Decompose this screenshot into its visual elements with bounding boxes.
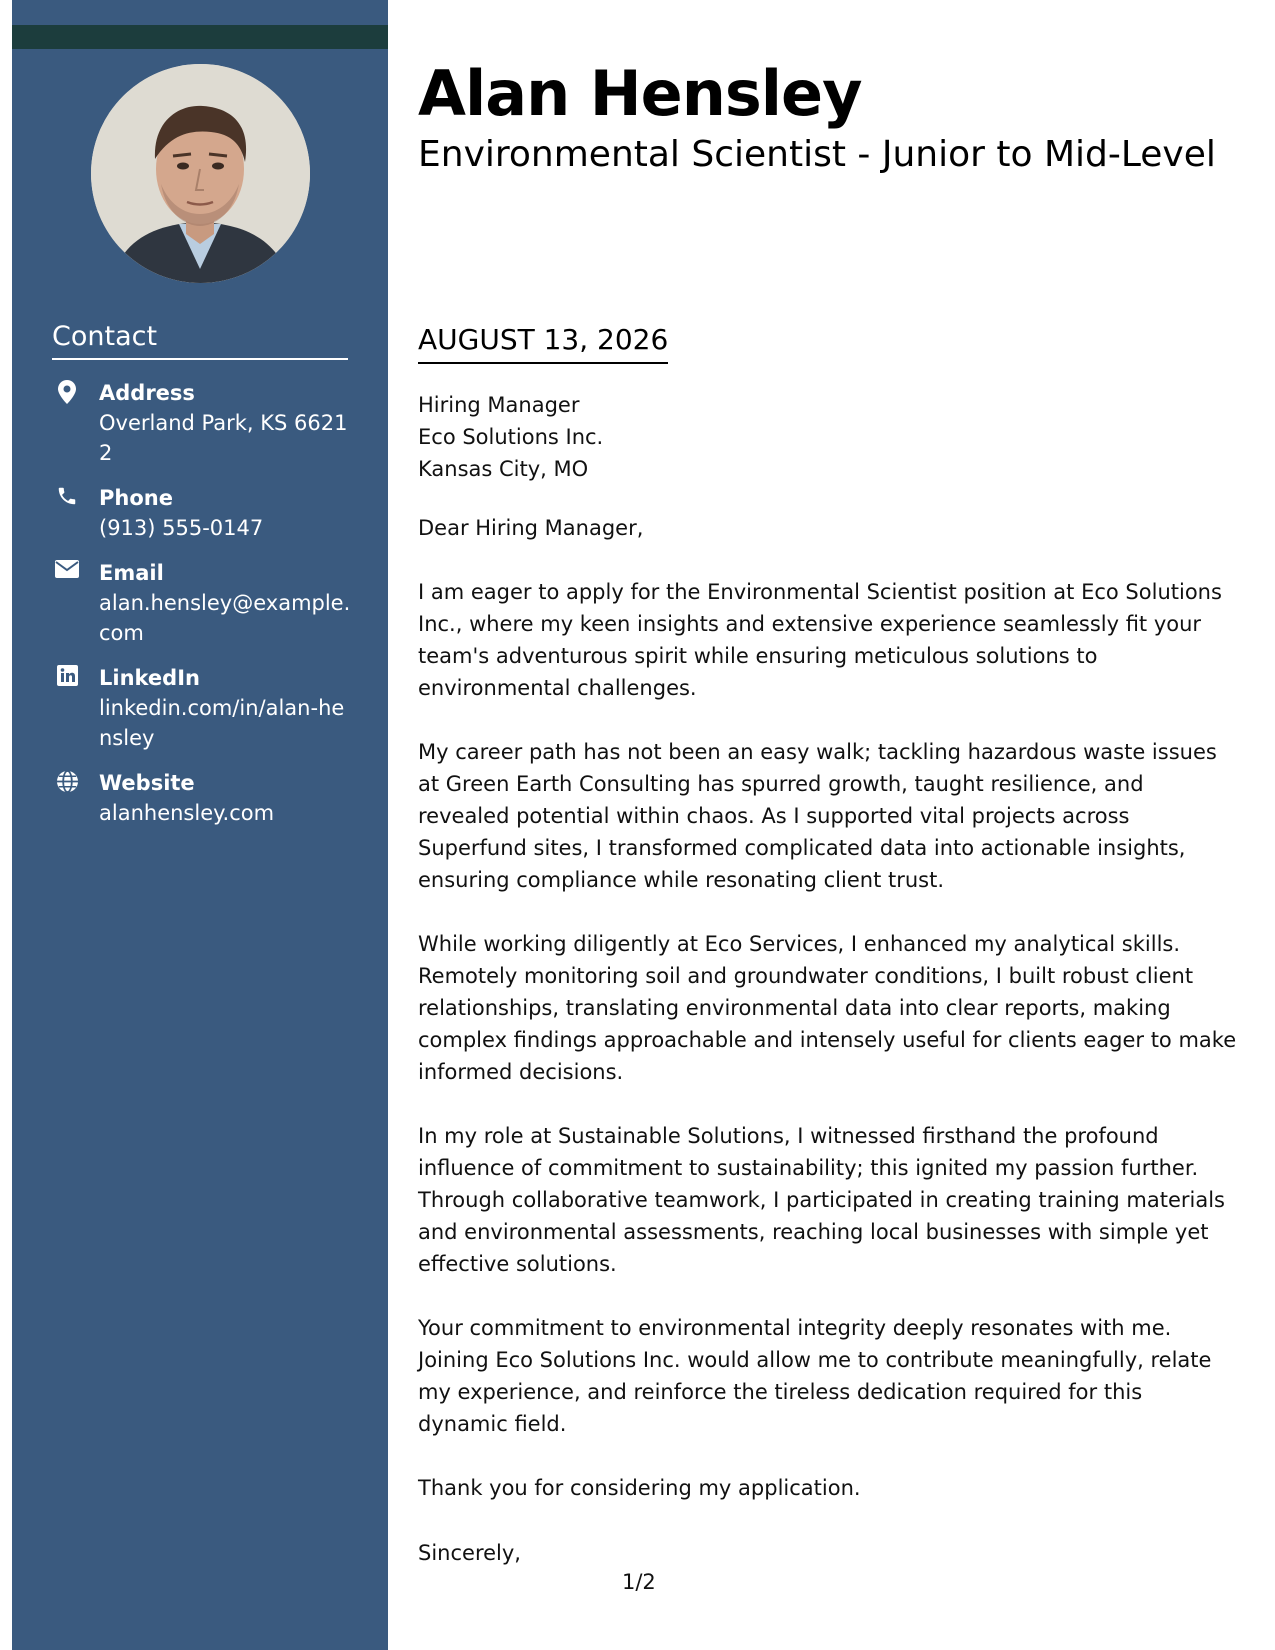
- contact-value-website[interactable]: alanhensley.com: [99, 801, 275, 825]
- contact-item-address: [52, 378, 352, 468]
- candidate-job-title: Environmental Scientist - Junior to Mid-Level: [418, 134, 1216, 175]
- contact-value-linkedin[interactable]: linkedin.com/in/alan-hensley: [99, 696, 345, 750]
- letter-paragraph: I am eager to apply for the Environmental Scientist position at Eco Solutions Inc., where my keen insights and extensive experience seamlessly fit your team's adventurous spirit while ensuring meticulous solutions to environmental challenges.: [418, 580, 1222, 700]
- letter-date: AUGUST 13, 2026: [418, 322, 668, 364]
- contact-label-linkedin: LinkedIn: [99, 666, 200, 690]
- globe-icon: [54, 770, 80, 796]
- portrait-image: [91, 64, 310, 283]
- phone-icon: [54, 485, 80, 511]
- letter-paragraph: Thank you for considering my application.: [418, 1476, 861, 1500]
- contact-label-address: Address: [99, 381, 195, 405]
- contact-item-linkedin: [52, 663, 352, 753]
- contact-list: [52, 378, 352, 843]
- letter-body: [418, 512, 1238, 1536]
- recipient-block: [418, 389, 603, 485]
- contact-value-email[interactable]: alan.hensley@example.com: [99, 591, 351, 645]
- salutation: Dear Hiring Manager,: [418, 516, 644, 540]
- contact-label-email: Email: [99, 561, 164, 585]
- contact-item-email: [52, 558, 352, 648]
- map-pin-icon: [54, 380, 80, 406]
- candidate-name: Alan Hensley: [418, 57, 862, 130]
- letter-paragraph: My career path has not been an easy walk; tackling hazardous waste issues at Green Earth Consulting has spurred growth, taught resilience, and revealed potential within chaos. As I supported vital projects across Superfund sites, I transformed complicated data into actionable insights, ensuring compliance while resonating client trust.: [418, 740, 1217, 892]
- letter-closing: Sincerely,: [418, 1541, 521, 1565]
- letter-paragraph: Your commitment to environmental integrity deeply resonates with me. Joining Eco Solutions Inc. would allow me to contribute meaningfully, relate my experience, and reinforce the tireless dedication required for this dynamic field.: [418, 1316, 1212, 1436]
- contact-value-phone: (913) 555-0147: [99, 516, 264, 540]
- contact-label-website: Website: [99, 771, 195, 795]
- page-number: 1/2: [622, 1570, 656, 1594]
- linkedin-icon: [54, 665, 80, 691]
- recipient-line: Kansas City, MO: [418, 457, 589, 481]
- letter-paragraph: While working diligently at Eco Services, I enhanced my analytical skills. Remotely monitoring soil and groundwater conditions, I built robust client relationships, translating environmental data into clear reports, making complex findings approachable and intensely useful for clients eager to make informed decisions.: [418, 932, 1237, 1084]
- recipient-line: Eco Solutions Inc.: [418, 425, 604, 449]
- profile-photo: [91, 64, 310, 283]
- contact-item-phone: [52, 483, 352, 543]
- contact-item-website: [52, 768, 352, 828]
- sidebar: [12, 0, 388, 1650]
- contact-label-phone: Phone: [99, 486, 173, 510]
- contact-heading: Contact: [52, 322, 348, 360]
- envelope-icon: [54, 560, 80, 586]
- recipient-line: Hiring Manager: [418, 393, 580, 417]
- letter-paragraph: In my role at Sustainable Solutions, I witnessed firsthand the profound influence of commitment to sustainability; this ignited my passion further. Through collaborative teamwork, I participated in creating training materials and environmental assessments, reaching local businesses with simple yet effective solutions.: [418, 1124, 1225, 1276]
- sidebar-top-bar: [12, 25, 388, 49]
- contact-value-address: Overland Park, KS 66212: [99, 411, 348, 465]
